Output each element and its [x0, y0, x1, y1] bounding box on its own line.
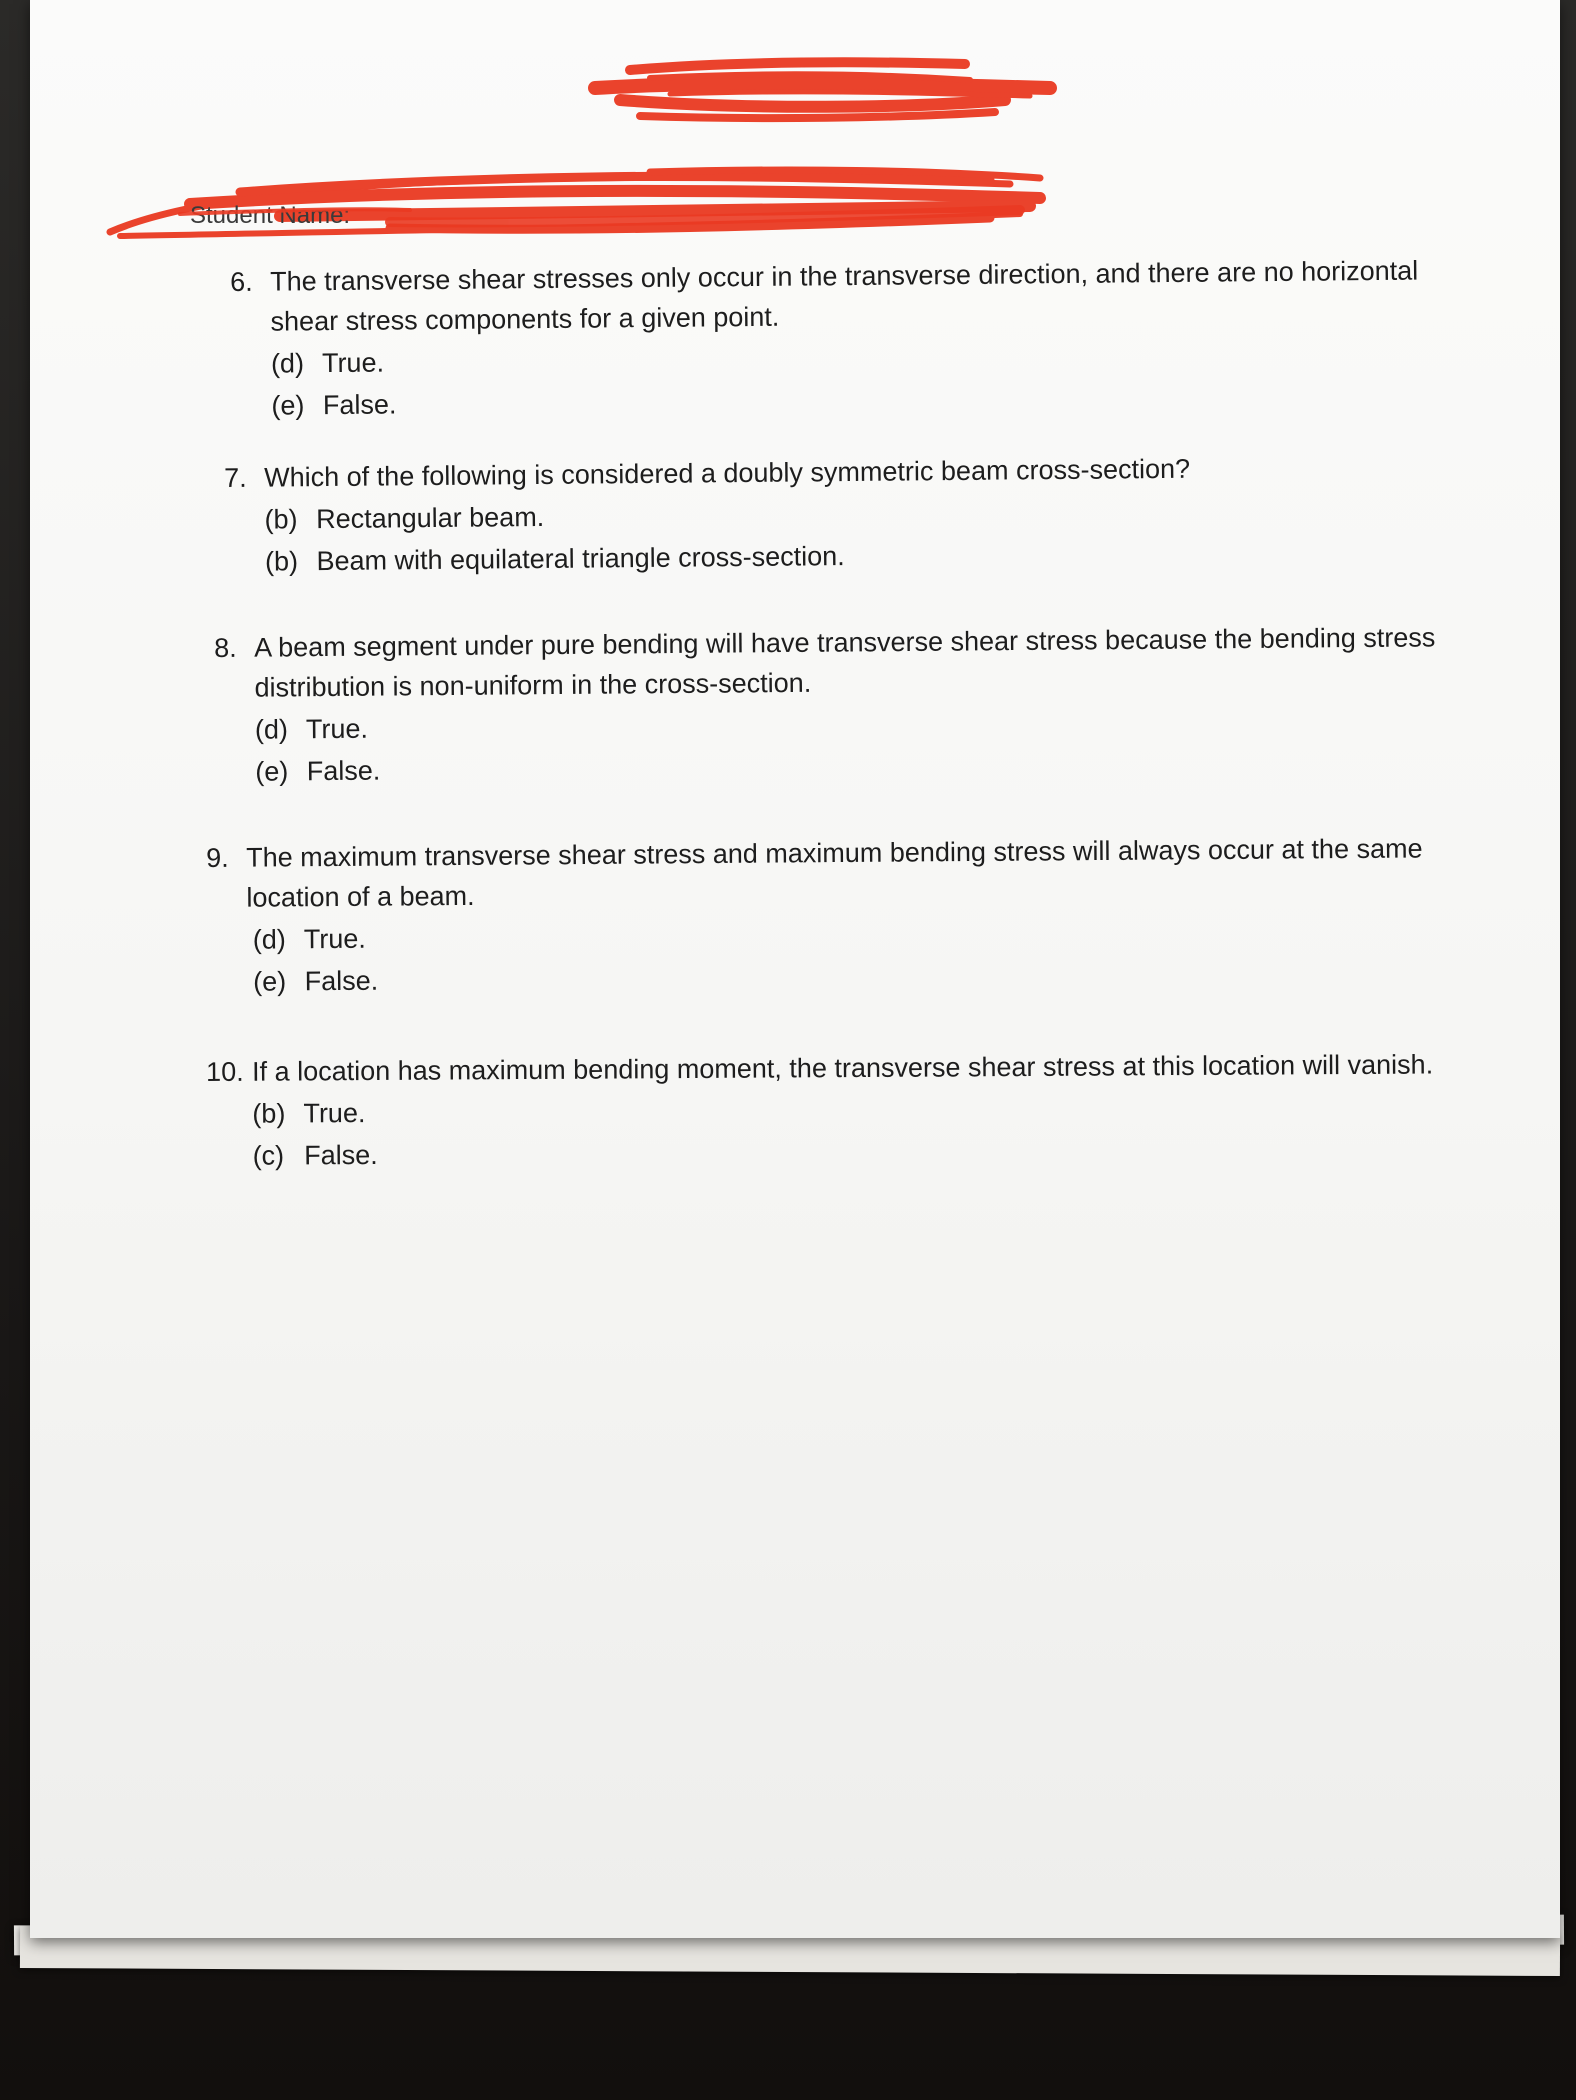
- option-text: True.: [303, 923, 366, 955]
- question-number: 7.: [224, 462, 247, 493]
- option-text: False.: [304, 1139, 378, 1171]
- question-9: [206, 828, 1424, 1002]
- option-text: True.: [305, 713, 369, 745]
- option-letter: (d): [270, 348, 305, 379]
- question-text-line: shear stress components for a given point.: [270, 301, 780, 337]
- answer-option[interactable]: [207, 1129, 1434, 1176]
- question-8: [214, 617, 1437, 792]
- option-letter: (c): [252, 1140, 285, 1171]
- option-letter: (e): [271, 390, 305, 421]
- question-number: 10.: [206, 1056, 244, 1087]
- question-text-line: location of a beam.: [246, 880, 475, 913]
- question-number: 9.: [206, 842, 229, 873]
- answer-option[interactable]: [224, 491, 1190, 540]
- question-7: [224, 449, 1191, 582]
- question-text-line: distribution is non-uniform in the cross-section.: [254, 667, 812, 703]
- option-text: False.: [304, 965, 379, 997]
- option-text: True.: [303, 1098, 366, 1129]
- question-text-line: A beam segment under pure bending will have transverse shear stress because the bending stress: [254, 622, 1436, 663]
- answer-option[interactable]: [207, 910, 1424, 960]
- option-letter: (e): [255, 756, 289, 787]
- option-text: False.: [322, 389, 397, 421]
- answer-option[interactable]: [215, 741, 1436, 792]
- answer-option[interactable]: [231, 375, 1419, 426]
- question-10: [206, 1045, 1434, 1176]
- question-number: 8.: [214, 632, 237, 663]
- option-letter: (b): [252, 1098, 286, 1129]
- option-letter: (d): [254, 714, 289, 745]
- option-letter: (b): [264, 504, 298, 535]
- option-letter: (d): [252, 924, 286, 955]
- question-text-line: Which of the following is considered a doubly symmetric beam cross-section?: [264, 453, 1191, 493]
- answer-option[interactable]: [207, 952, 1424, 1002]
- question-number: 6.: [230, 266, 253, 297]
- option-text: Rectangular beam.: [315, 501, 545, 535]
- option-text: False.: [306, 755, 381, 787]
- question-text-line: The maximum transverse shear stress and maximum bending stress will always occur at the same: [246, 833, 1423, 873]
- question-text-line: If a location has maximum bending moment, the transverse shear stress at this location will vanish.: [252, 1049, 1434, 1087]
- exam-page: [30, 0, 1560, 1938]
- question-text-line: The transverse shear stresses only occur in the transverse direction, and there are no horizontal: [270, 255, 1419, 297]
- option-letter: (e): [253, 966, 287, 997]
- option-text: Beam with equilateral triangle cross-section.: [316, 541, 845, 577]
- question-6: [230, 251, 1420, 426]
- option-text: True.: [321, 347, 385, 379]
- student-name-label: Student Name:: [190, 202, 351, 229]
- answer-option[interactable]: [206, 1087, 1433, 1134]
- option-letter: (b): [264, 546, 299, 577]
- answer-option[interactable]: [225, 533, 1191, 582]
